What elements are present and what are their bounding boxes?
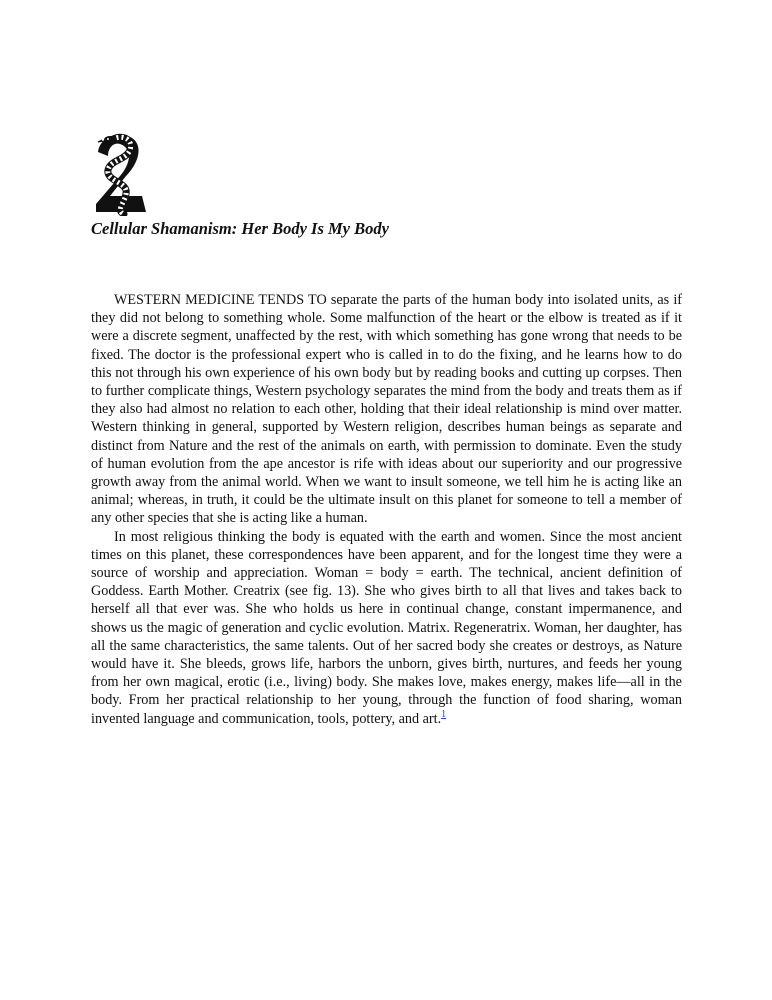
paragraph <box>91 291 682 528</box>
serpent-numeral-two-icon <box>90 130 152 216</box>
chapter-title: Cellular Shamanism: Her Body Is My Body <box>91 219 389 238</box>
paragraph-text: In most religious thinking the body is equated with the earth and women. Since the most ancient times on this planet, these correspondences have been apparent, and for the longest time they were a source of worship and appreciation. Woman = body = earth. The technical, ancient definition of Goddess. Earth Mother. Creatrix (see fig. 13). She who gives birth to all that lives and takes back to herself all that ever was. She who holds us here in continual change, constant impermanence, and shows us the magic of generation and cyclic evolution. Matrix. Regeneratrix. Woman, her daughter, has all the same characteristics, the same talents. Out of her sacred body she creates or destroys, as Nature would have it. She bleeds, grows life, harbors the unborn, gives birth, nurtures, and feeds her young from her own magical, erotic (i.e., living) body. She makes love, makes energy, makes life—all in the body. From her practical relationship to her young, through the function of food sharing, woman invented language and communication, tools, pottery, and art. <box>91 528 682 727</box>
paragraph-lead: WESTERN MEDICINE TENDS TO <box>114 292 327 308</box>
paragraph-text: separate the parts of the human body into isolated units, as if they did not belong to something whole. Some malfunction of the heart or the elbow is treated as if it were a discrete segment, unaffected by the rest, with which something has gone wrong that needs to be fixed. The doctor is the professional expert who is called in to do the fixing, and he learns how to do this not through his own experience of his own body but by reading books and cutting up corpses. Then to further complicate things, Western psychology separates the mind from the body and treats them as if they also had almost no relation to each other, holding that their ideal relationship is mind over matter. Western thinking in general, supported by Western religion, describes human beings as separate and distinct from Nature and the rest of the animals on earth, with permission to dominate. Even the study of human evolution from the ape ancestor is rife with ideas about our superiority and our progressive growth away from the animal world. When we want to insult someone, we tell him he is acting like an animal; whereas, in truth, it could be the ultimate insult on this planet for someone to tell a member of any other species that she is acting like a human. <box>91 292 682 527</box>
footnote-link[interactable]: 1 <box>441 708 447 720</box>
paragraph <box>91 528 682 728</box>
chapter-body <box>91 291 682 728</box>
